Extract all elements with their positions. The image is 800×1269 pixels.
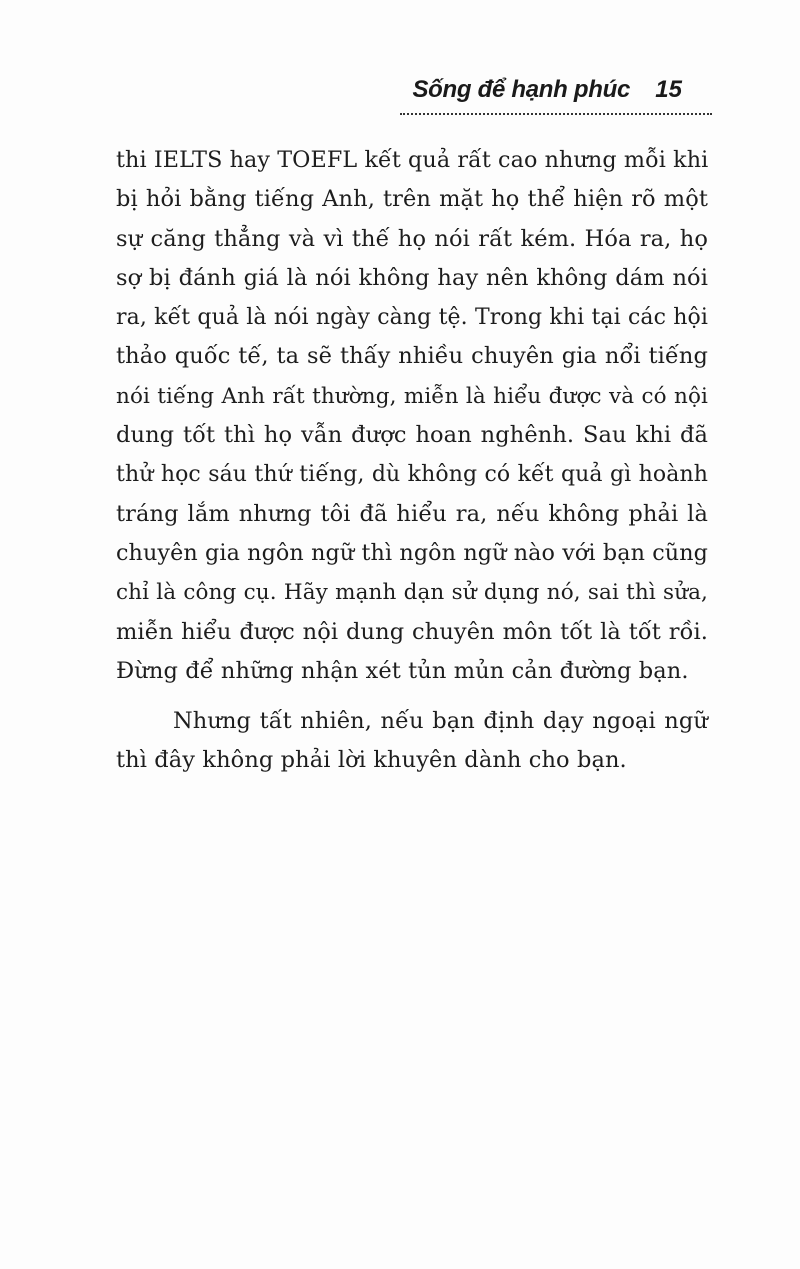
text-line: sự căng thẳng và vì thế họ nói rất kém. Hóa ra, họ [116,225,708,252]
text-line: dung tốt thì họ vẫn được hoan nghênh. Sau khi đã [116,422,708,449]
text-line: chỉ là công cụ. Hãy mạnh dạn sử dụng nó, sai thì sửa, [116,580,708,606]
header-dotted-rule [400,113,712,115]
body-text [116,141,708,781]
page-number: 15 [655,76,682,103]
text-line: miễn hiểu được nội dung chuyên môn tốt là tốt rồi. [116,618,708,645]
text-line: ra, kết quả là nói ngày càng tệ. Trong khi tại các hội [116,305,708,331]
paragraph-2 [116,702,708,781]
text-line: Đừng để những nhận xét tủn mủn cản đường bạn. [116,657,689,684]
text-line: tráng lắm nhưng tôi đã hiểu ra, nếu không phải là [116,500,708,527]
text-line: sợ bị đánh giá là nói không hay nên không dám nói [116,264,708,291]
text-line: bị hỏi bằng tiếng Anh, trên mặt họ thể hiện rõ một [116,186,708,213]
text-line: chuyên gia ngôn ngữ thì ngôn ngữ nào với bạn cũng [116,539,708,566]
text-line: nói tiếng Anh rất thường, miễn là hiểu được và có nội [116,383,708,409]
running-title: Sống để hạnh phúc [412,76,630,103]
text-line: thì đây không phải lời khuyên dành cho bạn. [116,747,627,774]
text-line: Nhưng tất nhiên, nếu bạn định dạy ngoại ngữ [173,708,708,735]
running-header [400,76,712,116]
text-line: thảo quốc tế, ta sẽ thấy nhiều chuyên gia nổi tiếng [116,343,708,370]
text-line: thi IELTS hay TOEFL kết quả rất cao nhưng mỗi khi [116,147,709,173]
text-line: thử học sáu thứ tiếng, dù không có kết quả gì hoành [116,462,708,488]
paragraph-1 [116,141,708,691]
